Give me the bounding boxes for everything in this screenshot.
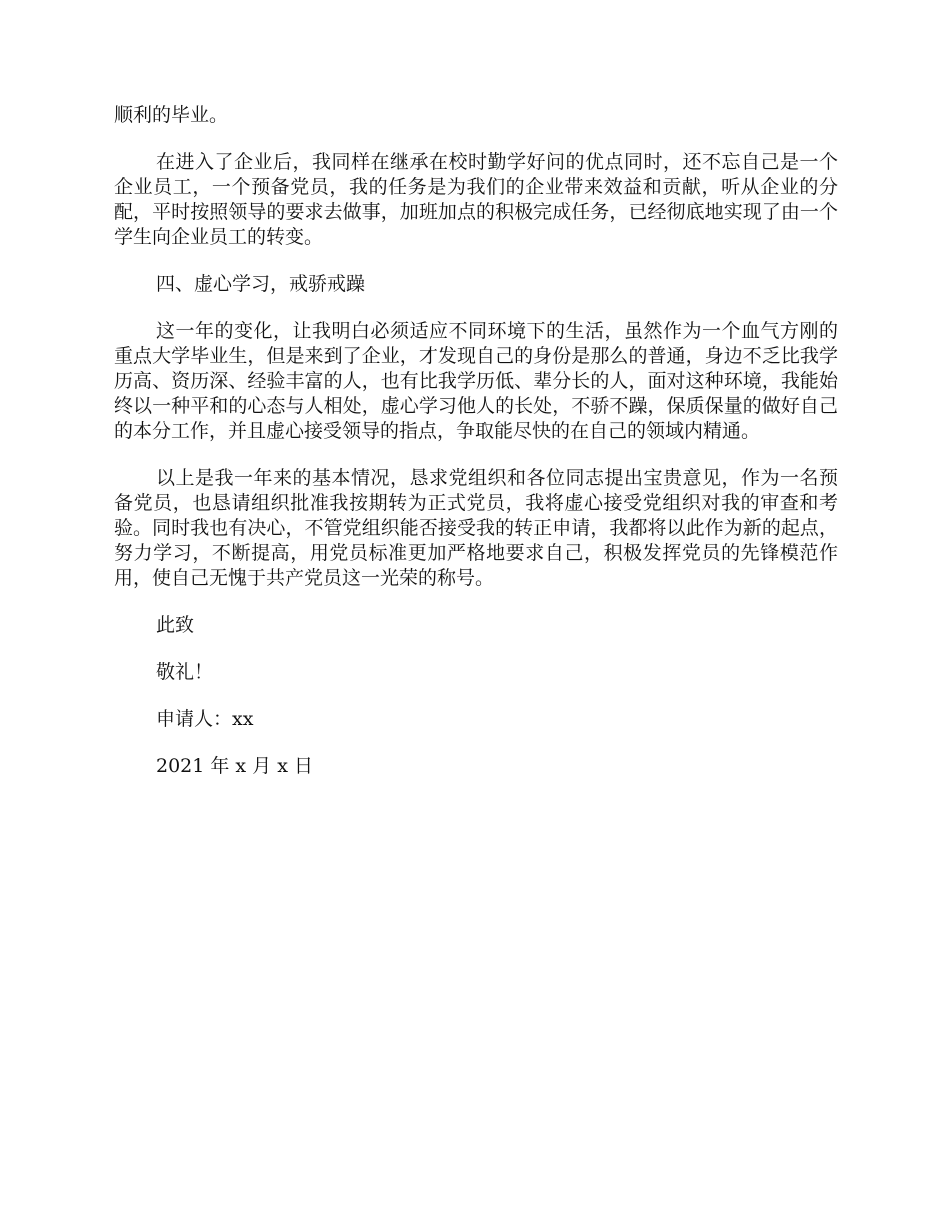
paragraph-changes: 这一年的变化，让我明白必须适应不同环境下的生活，虽然作为一个血气方刚的重点大学毕业生，但是来到了企业，才发现自己的身份是那么的普通，身边不乏比我学历高、资历深、经验丰富的人，也有比我学历低、辈分长的人，面对这种环境，我能始终以一种平和的心态与人相处，虚心学习他人的长处，不骄不躁，保质保量的做好自己的本分工作，并且虚心接受领导的指点，争取能尽快的在自己的领域内精通。	[114, 320, 838, 442]
date-line: 2021 年 x 月 x 日	[156, 755, 313, 777]
paragraph-enterprise: 在进入了企业后，我同样在继承在校时勤学好问的优点同时，还不忘自己是一个企业员工，一个预备党员，我的任务是为我们的企业带来效益和贡献，听从企业的分配，平时按照领导的要求去做事，加班加点的积极完成任务，已经彻底地实现了由一个学生向企业员工的转变。	[114, 151, 838, 248]
section-heading: 四、虚心学习，戒骄戒躁	[156, 273, 366, 295]
paragraph-request: 以上是我一年来的基本情况，恳求党组织和各位同志提出宝贵意见，作为一名预备党员，也恳请组织批准我按期转为正式党员，我将虚心接受党组织对我的审查和考验。同时我也有决心，不管党组织能否接受我的转正申请，我都将以此作为新的起点，努力学习，不断提高，用党员标准更加严格地要求自己，积极发挥党员的先锋模范作用，使自己无愧于共产党员这一光荣的称号。	[114, 467, 838, 589]
salutation-line: 敬礼！	[156, 661, 214, 683]
closing-line: 此致	[156, 614, 195, 636]
paragraph-continuation: 顺利的毕业。	[114, 104, 229, 126]
document-page	[114, 103, 838, 801]
applicant-line: 申请人：xx	[156, 708, 254, 730]
